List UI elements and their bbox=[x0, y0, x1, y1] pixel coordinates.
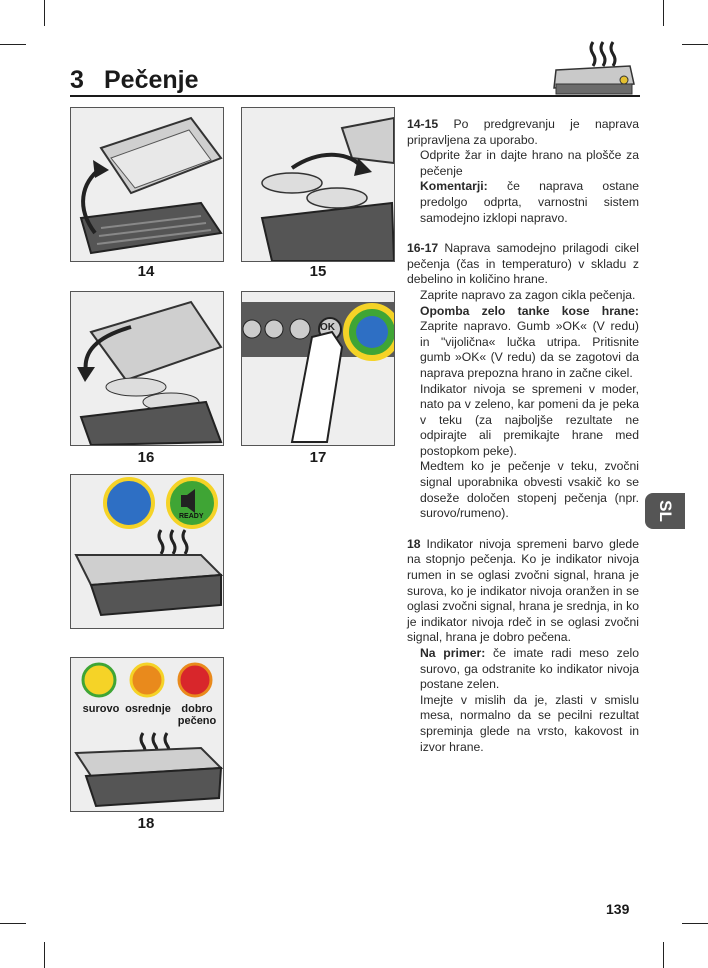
figure-label-16: 16 bbox=[137, 449, 155, 466]
crop-mark bbox=[0, 923, 26, 924]
instruction-text: Zaprite napravo za zagon cikla pečenja. bbox=[420, 287, 636, 302]
doneness-label-well-done: dobro pečeno bbox=[177, 703, 217, 727]
note-label: Komentarji: bbox=[420, 179, 488, 194]
instruction-text: Indikator nivoja spremeni barvo glede na stopnjo pečenja. Ko je indikator nivoja rumen in se oglasi zvočni signal, hrana je surova, ko je indikator nivoja oranžen in se oglasi zvočni signal, hrana je srednja, in ko je indikator nivoja rdeč in se oglasi zvočni signal, hrana je dobro pečena. bbox=[407, 536, 639, 645]
figure-16 bbox=[70, 291, 224, 446]
press-ok-illustration bbox=[242, 292, 394, 445]
instruction-text: Imejte v mislih da je, zlasti v smislu mesa, normalno da se pecilni rezultat spreminja glede na vrsto, kakovost in izvor hrane. bbox=[420, 692, 639, 754]
note-text: če naprava ostane predolgo odprta, varnostni sistem samodejno izklopi napravo. bbox=[420, 179, 640, 225]
instruction-text: Po predgrevanju je naprava pripravljena za uporabo. bbox=[407, 117, 639, 147]
instruction-block-14-15 bbox=[407, 117, 639, 226]
crop-mark bbox=[682, 44, 708, 45]
crop-mark bbox=[682, 923, 708, 924]
note-label: Opomba zelo tanke kose hrane: bbox=[420, 303, 639, 318]
section-title: Pečenje bbox=[104, 66, 199, 94]
figure-label-18: 18 bbox=[137, 815, 155, 832]
ready-label: READY bbox=[179, 513, 204, 520]
instruction-text: Indikator nivoja se spremeni v moder, nato pa v zeleno, kar pomeni da je peka v teku (za najboljše rezultate ne odpirajte ali premikajte hrane med postopkom peke). bbox=[420, 381, 639, 458]
instruction-text: Medtem ko je pečenje v teku, zvočni signal uporabnika obvesti vsakič ko se doseže določen stopenj pečenja (npr. surovo/rumeno). bbox=[420, 459, 639, 521]
step-number: 14-15 bbox=[407, 117, 439, 131]
closing-grill-illustration bbox=[71, 292, 223, 445]
crop-mark bbox=[44, 0, 45, 26]
figure-18 bbox=[70, 657, 224, 812]
crop-mark bbox=[663, 0, 664, 26]
figure-18-cooking bbox=[70, 474, 224, 629]
figure-14 bbox=[70, 107, 224, 262]
figure-label-17: 17 bbox=[309, 449, 327, 466]
instruction-text: Naprava samodejno prilagodi cikel pečenja (čas in temperaturo) v skladu z debelino in količino hrane. bbox=[407, 241, 639, 287]
instruction-block-18 bbox=[407, 537, 639, 755]
step-number: 16-17 bbox=[407, 241, 439, 256]
step-number: 18 bbox=[407, 536, 421, 551]
doneness-levels-illustration bbox=[71, 658, 223, 811]
language-tab bbox=[645, 493, 685, 529]
page-title bbox=[70, 66, 199, 95]
language-tab-label: SL bbox=[656, 500, 675, 522]
note-label: Na primer: bbox=[420, 646, 486, 660]
ok-button-label: OK bbox=[320, 322, 335, 333]
instruction-text: Odprite žar in dajte hrano na plošče za pečenje bbox=[420, 148, 639, 178]
note-text: če imate radi meso zelo surovo, ga odstranite ko indikator nivoja postane zelen. bbox=[420, 646, 639, 692]
figure-15 bbox=[241, 107, 395, 262]
note-text: Zaprite napravo. Gumb »OK« (V redu) in "vijolična« lučka utripa. Pritisnite gumb »OK« (V redu) da se zagotovi da naprava prepozna hrano in začne cikel. bbox=[420, 319, 639, 380]
cooking-indicator-illustration bbox=[71, 475, 223, 628]
doneness-label-medium: osrednje bbox=[125, 703, 171, 715]
instruction-block-16-17 bbox=[407, 241, 639, 522]
page-number: 139 bbox=[606, 901, 630, 917]
section-number: 3 bbox=[70, 66, 84, 94]
placing-food-illustration bbox=[242, 108, 394, 261]
grill-open-illustration bbox=[71, 108, 223, 261]
grill-header-illustration bbox=[548, 40, 638, 98]
figure-label-14: 14 bbox=[137, 263, 155, 280]
figure-label-15: 15 bbox=[309, 263, 327, 280]
instructions-column bbox=[407, 117, 639, 770]
doneness-label-rare: surovo bbox=[82, 703, 120, 715]
crop-mark bbox=[663, 942, 664, 968]
figure-17 bbox=[241, 291, 395, 446]
crop-mark bbox=[44, 942, 45, 968]
crop-mark bbox=[0, 44, 26, 45]
